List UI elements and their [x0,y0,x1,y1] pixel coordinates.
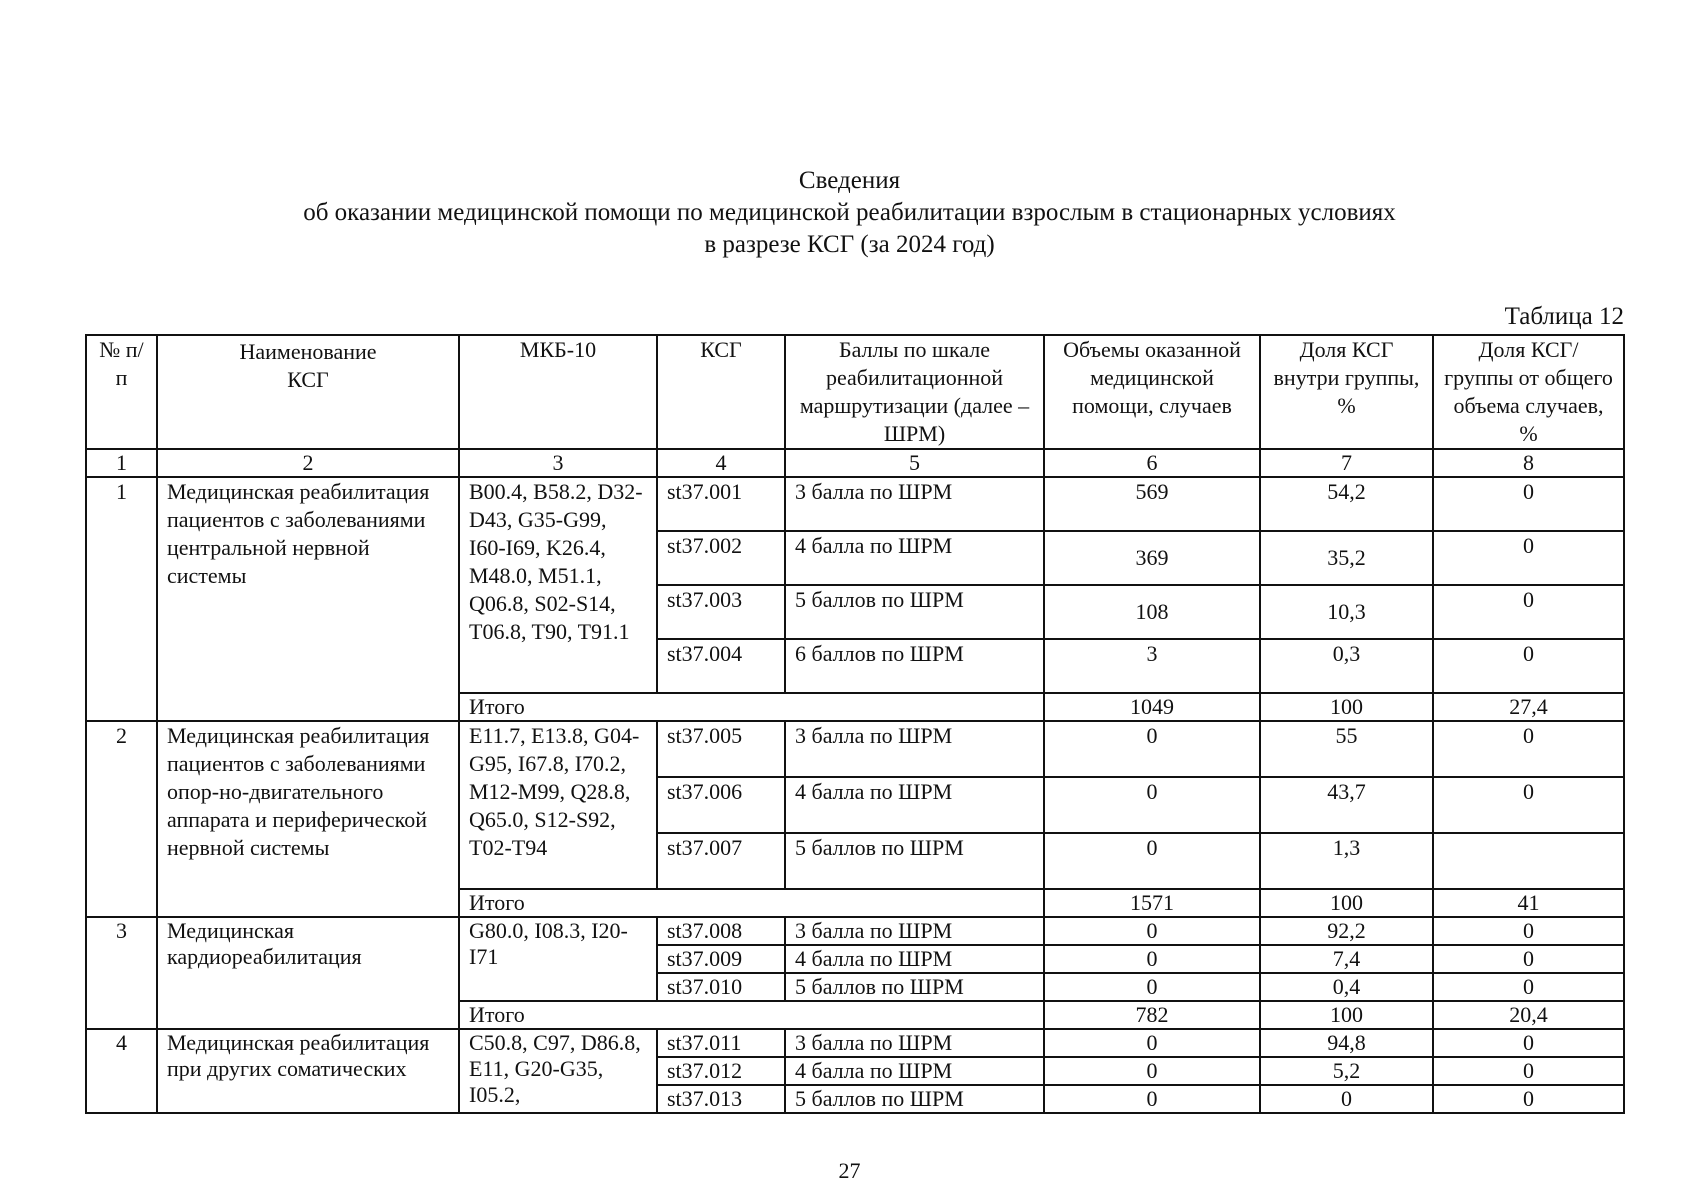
column-number: 7 [1260,449,1433,477]
ksg-code: st37.007 [657,833,785,889]
page-number: 27 [838,1158,861,1183]
col-header-score: Баллы по шкале реабилитационной маршрутизации (далее – ШРМ) [785,335,1044,449]
group-icd-codes: E11.7, E13.8, G04-G95, I67.8, I70.2, M12-M99, Q28.8, Q65.0, S12-S92, T02-T94 [459,721,657,889]
column-number: 5 [785,449,1044,477]
title-line-1: Сведения [798,167,901,194]
group-number: 4 [86,1029,157,1113]
ksg-code: st37.003 [657,585,785,639]
total-share-total: 20,4 [1433,1001,1624,1029]
share-total-cell: 0 [1433,531,1624,585]
share-total-cell: 0 [1433,585,1624,639]
group-number: 2 [86,721,157,917]
column-number: 1 [86,449,157,477]
group-name: Медицинская реабилитация при других соматических [157,1029,459,1113]
col-header-volume: Объемы оказанной медицинской помощи, случаев [1044,335,1260,449]
header-row [86,335,1624,449]
score-cell: 4 балла по ШРМ [785,777,1044,833]
score-cell: 6 баллов по ШРМ [785,639,1044,693]
share-total-cell: 0 [1433,945,1624,973]
share-total-cell: 0 [1433,777,1624,833]
share-group-cell: 10,3 [1260,585,1433,639]
score-cell: 3 балла по ШРМ [785,1029,1044,1057]
share-group-cell: 55 [1260,721,1433,777]
share-total-cell: 0 [1433,721,1624,777]
column-number: 8 [1433,449,1624,477]
col-header-ksg: КСГ [657,335,785,449]
title-line-2: об оказании медицинской помощи по медицинской реабилитации взрослым в стационарных условиях [303,199,1396,226]
col-header-icd: МКБ-10 [459,335,657,449]
score-cell: 3 балла по ШРМ [785,721,1044,777]
share-total-cell: 0 [1433,1057,1624,1085]
group-number: 1 [86,477,157,721]
score-cell: 4 балла по ШРМ [785,531,1044,585]
score-cell: 3 балла по ШРМ [785,917,1044,945]
share-total-cell: 0 [1433,477,1624,531]
ksg-code: st37.008 [657,917,785,945]
col-header-share-total: Доля КСГ/ группы от общего объема случаев, % [1433,335,1624,449]
share-total-cell: 0 [1433,973,1624,1001]
table-row [86,1029,1624,1057]
share-group-cell: 0,4 [1260,973,1433,1001]
score-cell: 4 балла по ШРМ [785,1057,1044,1085]
score-cell: 3 балла по ШРМ [785,477,1044,531]
volume-cell: 0 [1044,833,1260,889]
volume-cell: 0 [1044,1029,1260,1057]
column-number: 2 [157,449,459,477]
rehab-table [85,334,1625,1114]
total-volume: 1049 [1044,693,1260,721]
volume-cell: 0 [1044,917,1260,945]
total-share-group: 100 [1260,1001,1433,1029]
score-cell: 4 балла по ШРМ [785,945,1044,973]
share-group-cell: 5,2 [1260,1057,1433,1085]
ksg-code: st37.005 [657,721,785,777]
col-header-num: № п/п [86,335,157,449]
volume-cell: 108 [1044,585,1260,639]
volume-cell: 569 [1044,477,1260,531]
ksg-code: st37.011 [657,1029,785,1057]
column-number-row [86,449,1624,477]
table-row [86,721,1624,777]
total-share-total: 27,4 [1433,693,1624,721]
group-icd-codes: G80.0, I08.3, I20-I71 [459,917,657,1001]
share-total-cell: 0 [1433,1029,1624,1057]
total-volume: 1571 [1044,889,1260,917]
share-total-cell [1433,833,1624,889]
col-header-share-group: Доля КСГ внутри группы, % [1260,335,1433,449]
total-share-total: 41 [1433,889,1624,917]
share-group-cell: 7,4 [1260,945,1433,973]
volume-cell: 0 [1044,777,1260,833]
ksg-code: st37.002 [657,531,785,585]
column-number: 4 [657,449,785,477]
score-cell: 5 баллов по ШРМ [785,585,1044,639]
volume-cell: 3 [1044,639,1260,693]
table-row [86,917,1624,945]
score-cell: 5 баллов по ШРМ [785,833,1044,889]
ksg-code: st37.006 [657,777,785,833]
total-label: Итого [459,693,1044,721]
score-cell: 5 баллов по ШРМ [785,1085,1044,1113]
total-share-group: 100 [1260,889,1433,917]
share-total-cell: 0 [1433,1085,1624,1113]
share-group-cell: 92,2 [1260,917,1433,945]
group-name: Медицинская реабилитация пациентов с заболеваниями центральной нервной системы [157,477,459,721]
volume-cell: 0 [1044,1085,1260,1113]
ksg-code: st37.012 [657,1057,785,1085]
ksg-code: st37.013 [657,1085,785,1113]
ksg-code: st37.004 [657,639,785,693]
share-group-cell: 0 [1260,1085,1433,1113]
volume-cell: 0 [1044,973,1260,1001]
ksg-code: st37.009 [657,945,785,973]
ksg-code: st37.001 [657,477,785,531]
share-group-cell: 0,3 [1260,639,1433,693]
share-group-cell: 1,3 [1260,833,1433,889]
total-share-group: 100 [1260,693,1433,721]
group-name: Медицинская реабилитация пациентов с заболеваниями опор-но-двигательного аппарата и периферической нервной системы [157,721,459,917]
score-cell: 5 баллов по ШРМ [785,973,1044,1001]
total-label: Итого [459,1001,1044,1029]
group-icd-codes: C50.8, C97, D86.8, E11, G20-G35, I05.2, [459,1029,657,1113]
table-row [86,477,1624,531]
volume-cell: 0 [1044,721,1260,777]
group-name: Медицинская кардиореабилитация [157,917,459,1029]
title-line-3: в разрезе КСГ (за 2024 год) [704,231,995,258]
share-total-cell: 0 [1433,639,1624,693]
col-header-name: Наименование КСГ [157,335,459,449]
share-group-cell: 43,7 [1260,777,1433,833]
share-total-cell: 0 [1433,917,1624,945]
group-icd-codes: B00.4, B58.2, D32-D43, G35-G99, I60-I69, K26.4, M48.0, M51.1, Q06.8, S02-S14, T06.8, T90, T91.1 [459,477,657,693]
group-number: 3 [86,917,157,1029]
volume-cell: 369 [1044,531,1260,585]
share-group-cell: 54,2 [1260,477,1433,531]
column-number: 3 [459,449,657,477]
total-label: Итого [459,889,1044,917]
share-group-cell: 94,8 [1260,1029,1433,1057]
ksg-code: st37.010 [657,973,785,1001]
total-volume: 782 [1044,1001,1260,1029]
column-number: 6 [1044,449,1260,477]
share-group-cell: 35,2 [1260,531,1433,585]
volume-cell: 0 [1044,1057,1260,1085]
document-title [0,165,1699,261]
table-label: Таблица 12 [1504,303,1624,330]
volume-cell: 0 [1044,945,1260,973]
